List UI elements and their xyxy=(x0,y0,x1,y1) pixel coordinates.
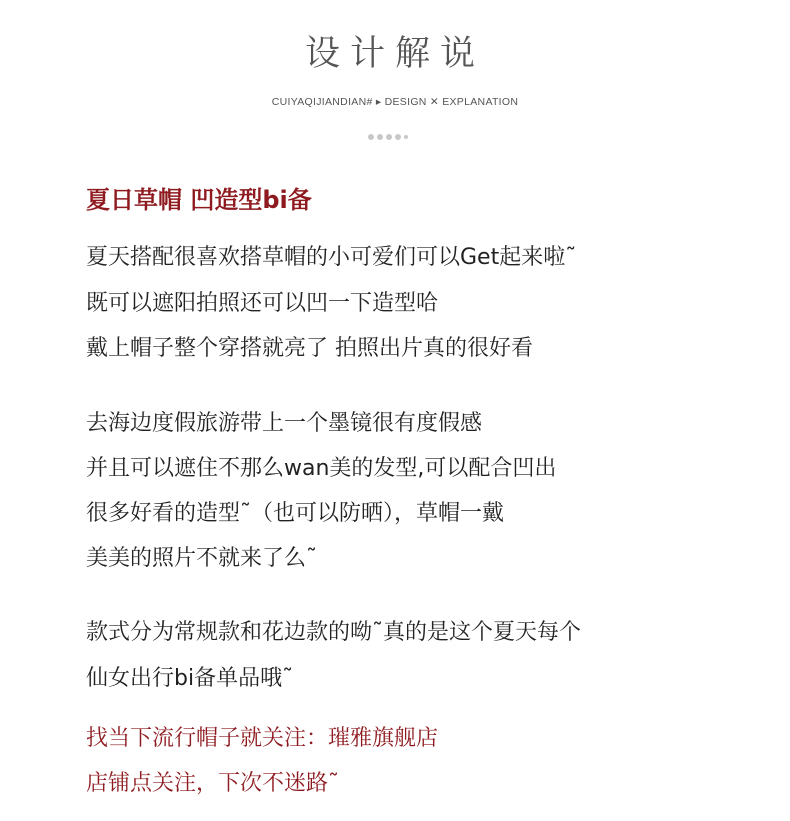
paragraph-line: 夏天搭配很喜欢搭草帽的小可爱们可以Get起来啦˜ xyxy=(86,245,577,270)
paragraph-line: 很多好看的造型˜（也可以防晒），草帽一戴 xyxy=(86,501,505,526)
paragraph-line: 仙女出行bi备单品哦˜ xyxy=(86,666,294,691)
paragraph-line: 款式分为常规款和花边款的呦˜真的是这个夏天每个 xyxy=(86,620,582,645)
divider-dot xyxy=(386,134,392,140)
page-subtitle: CUIYAQIJIANDIAN# ▸ DESIGN ✕ EXPLANATION xyxy=(271,96,519,108)
divider-dot xyxy=(404,135,408,139)
divider-dots xyxy=(368,132,408,142)
article-heading: 夏日草帽 凹造型bi备 xyxy=(86,186,312,214)
paragraph-line: 戴上帽子整个穿搭就亮了 拍照出片真的很好看 xyxy=(86,336,533,361)
paragraph-line: 既可以遮阳拍照还可以凹一下造型哈 xyxy=(86,291,439,316)
paragraph-line: 美美的照片不就来了么˜ xyxy=(86,546,318,571)
promo-line: 找当下流行帽子就关注：璀雅旗舰店 xyxy=(86,726,439,751)
paragraph-line: 并且可以遮住不那么wan美的发型,可以配合凹出 xyxy=(86,456,557,481)
page-title: 设计解说 xyxy=(304,34,485,74)
divider-dot xyxy=(395,134,401,140)
divider-dot xyxy=(368,134,374,140)
paragraph-line: 去海边度假旅游带上一个墨镜很有度假感 xyxy=(86,411,483,436)
divider-dot xyxy=(377,134,383,140)
promo-line: 店铺点关注，下次不迷路˜ xyxy=(86,771,340,796)
